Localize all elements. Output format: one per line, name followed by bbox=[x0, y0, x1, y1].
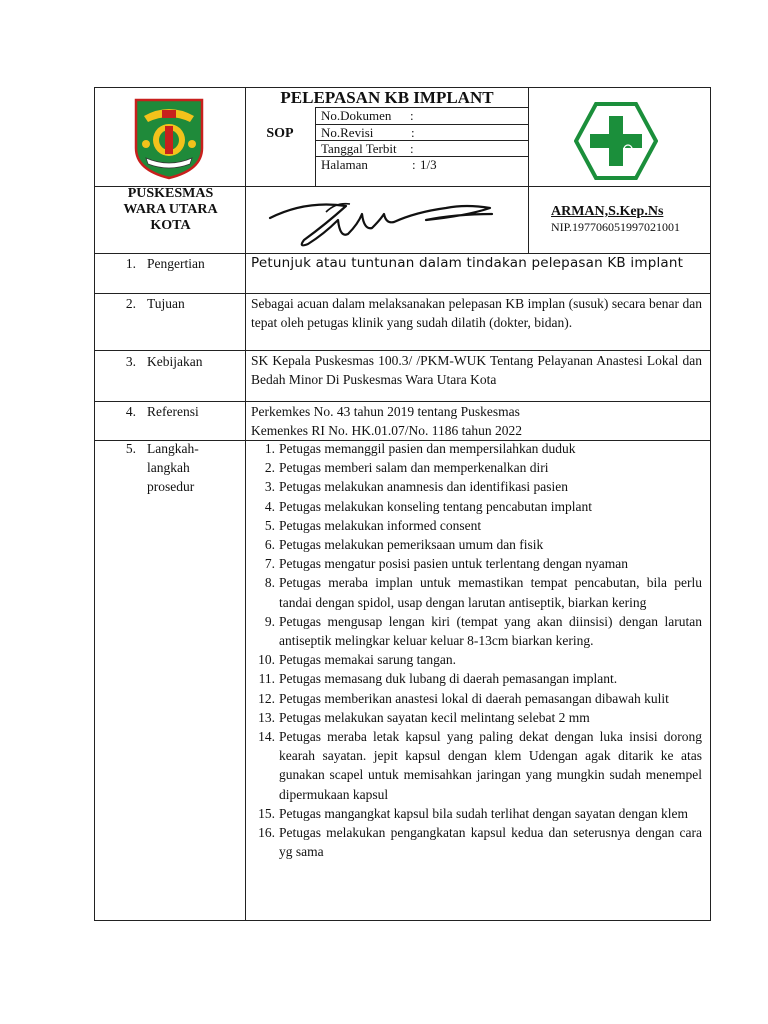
step-text: Petugas meraba implan untuk memastikan tempat pencabutan, bila perlu tandai dengan spidol, usap dengan larutan antiseptik, biarkan kering bbox=[279, 575, 702, 610]
row-content-pengertian: Petunjuk atau tuntunan dalam tindakan pelepasan KB implant bbox=[251, 255, 684, 271]
grid-line bbox=[528, 87, 529, 253]
meta-label-tanggal-terbit: Tanggal Terbit bbox=[321, 141, 397, 156]
procedure-step bbox=[253, 516, 702, 535]
step-number: 10. bbox=[258, 652, 275, 668]
step-number: 3. bbox=[264, 479, 275, 495]
procedure-step bbox=[253, 573, 702, 611]
grid-line bbox=[315, 107, 316, 186]
step-text: Petugas memberikan anastesi lokal di daerah pemasangan dibawah kulit bbox=[279, 690, 669, 706]
step-text: Petugas memasang duk lubang di daerah pemasangan implant. bbox=[279, 671, 618, 687]
meta-colon: : bbox=[411, 125, 415, 140]
row-content-tujuan: Sebagai acuan dalam melaksanakan pelepasan KB implan (susuk) secara benar dan tepat oleh petugas klinik yang sudah dilatih (dokter, bidan). bbox=[251, 296, 702, 331]
procedure-steps bbox=[253, 439, 702, 861]
step-text: Petugas melakukan anamnesis dan identifikasi pasien bbox=[279, 479, 569, 495]
procedure-step bbox=[253, 497, 702, 516]
step-number: 12. bbox=[258, 690, 275, 706]
step-text: Petugas mangangkat kapsul bila sudah terlihat dengan sayatan dengan klem bbox=[279, 805, 689, 821]
procedure-step bbox=[253, 535, 702, 554]
step-text: Petugas memanggil pasien dan mempersilahkan duduk bbox=[279, 441, 576, 456]
step-number: 5. bbox=[264, 517, 275, 533]
meta-value-halaman: 1/3 bbox=[420, 157, 437, 172]
step-text: Petugas melakukan informed consent bbox=[279, 517, 482, 533]
row-label-kebijakan: Kebijakan bbox=[147, 354, 203, 369]
step-number: 1. bbox=[264, 441, 275, 456]
procedure-step bbox=[253, 669, 702, 688]
step-number: 15. bbox=[258, 805, 275, 821]
row-number: 1. bbox=[125, 256, 136, 271]
institution-line: KOTA bbox=[150, 218, 191, 233]
step-text: Petugas melakukan pengangkatan kapsul kedua dan seterusnya dengan cara yg sama bbox=[279, 825, 702, 860]
document-title: PELEPASAN KB IMPLANT bbox=[280, 88, 494, 107]
meta-colon: : bbox=[410, 141, 414, 156]
meta-label-no-dokumen: No.Dokumen bbox=[321, 108, 392, 123]
meta-label-halaman: Halaman bbox=[321, 157, 368, 172]
step-number: 14. bbox=[258, 729, 275, 745]
procedure-step bbox=[253, 823, 702, 861]
sop-label: SOP bbox=[266, 126, 294, 141]
procedure-step bbox=[253, 804, 702, 823]
procedure-step bbox=[253, 477, 702, 496]
step-number: 4. bbox=[264, 498, 275, 514]
meta-label-no-revisi: No.Revisi bbox=[321, 125, 374, 140]
health-cross-logo bbox=[574, 102, 658, 180]
procedure-step bbox=[253, 650, 702, 669]
procedure-step bbox=[253, 458, 702, 477]
step-text: Petugas mengusap lengan kiri (tempat yang akan diinsisi) dengan larutan antiseptik melingkar keluar keluar 8-13cm biarkan kering. bbox=[279, 613, 702, 649]
step-number: 8. bbox=[264, 575, 275, 591]
row-number: 4. bbox=[125, 404, 136, 419]
step-text: Petugas memakai sarung tangan. bbox=[279, 652, 456, 668]
step-number: 13. bbox=[258, 709, 275, 725]
meta-colon: : bbox=[410, 108, 414, 123]
step-number: 7. bbox=[264, 556, 275, 572]
step-number: 16. bbox=[258, 825, 275, 841]
step-text: Petugas melakukan pemeriksaan umum dan fisik bbox=[279, 537, 544, 553]
procedure-step bbox=[253, 727, 702, 804]
handwritten-signature bbox=[266, 194, 498, 250]
signer-name: ARMAN,S.Kep.Ns bbox=[551, 204, 664, 219]
row-content-referensi bbox=[251, 402, 702, 441]
label-line: prosedur bbox=[147, 479, 195, 494]
procedure-step bbox=[253, 439, 702, 458]
institution-line: WARA UTARA bbox=[123, 202, 218, 217]
step-text: Petugas memberi salam dan memperkenalkan diri bbox=[279, 460, 549, 476]
procedure-step bbox=[253, 708, 702, 727]
row-label-tujuan: Tujuan bbox=[147, 296, 185, 311]
institution-line: PUSKESMAS bbox=[127, 186, 214, 201]
step-number: 11. bbox=[258, 671, 275, 687]
label-line: Langkah- bbox=[147, 441, 199, 456]
row-label-pengertian: Pengertian bbox=[147, 256, 205, 271]
institution-name bbox=[95, 186, 246, 234]
reference-line: Perkemkes No. 43 tahun 2019 tentang Puskesmas bbox=[251, 404, 520, 419]
procedure-step-list bbox=[253, 439, 702, 861]
step-text: Petugas meraba letak kapsul yang paling dekat dengan luka insisi dorong kearah sayatan. jepit kapsul dengan klem Udengan agak ditarik ke atas gunakan scapel untuk memisahkan jaringan yang mungkin sudah menempel dipermukaan kapsul bbox=[279, 729, 702, 802]
step-number: 2. bbox=[264, 460, 275, 476]
reference-line: Kemenkes RI No. HK.01.07/No. 1186 tahun 2022 bbox=[251, 423, 522, 439]
row-number: 5. bbox=[125, 441, 136, 456]
step-text: Petugas melakukan konseling tentang pencabutan implant bbox=[279, 498, 593, 514]
row-label-referensi: Referensi bbox=[147, 404, 199, 419]
procedure-step bbox=[253, 612, 702, 650]
signer-nip: NIP.197706051997021001 bbox=[551, 220, 681, 234]
step-number: 6. bbox=[264, 537, 275, 553]
procedure-step bbox=[253, 689, 702, 708]
label-line: langkah bbox=[147, 460, 190, 475]
step-text: Petugas melakukan sayatan kecil melintang selebat 2 mm bbox=[279, 709, 590, 725]
step-number: 9. bbox=[264, 613, 275, 629]
row-number: 3. bbox=[125, 354, 136, 369]
row-number: 2. bbox=[125, 296, 136, 311]
procedure-step bbox=[253, 554, 702, 573]
row-content-kebijakan: SK Kepala Puskesmas 100.3/ /PKM-WUK Tentang Pelayanan Anastesi Lokal dan Bedah Minor Di Puskesmas Wara Utara Kota bbox=[251, 353, 702, 388]
meta-colon: : bbox=[412, 157, 416, 172]
regional-emblem-logo bbox=[132, 96, 206, 180]
row-label-langkah bbox=[147, 439, 199, 496]
step-text: Petugas mengatur posisi pasien untuk terlentang dengan nyaman bbox=[279, 556, 629, 572]
